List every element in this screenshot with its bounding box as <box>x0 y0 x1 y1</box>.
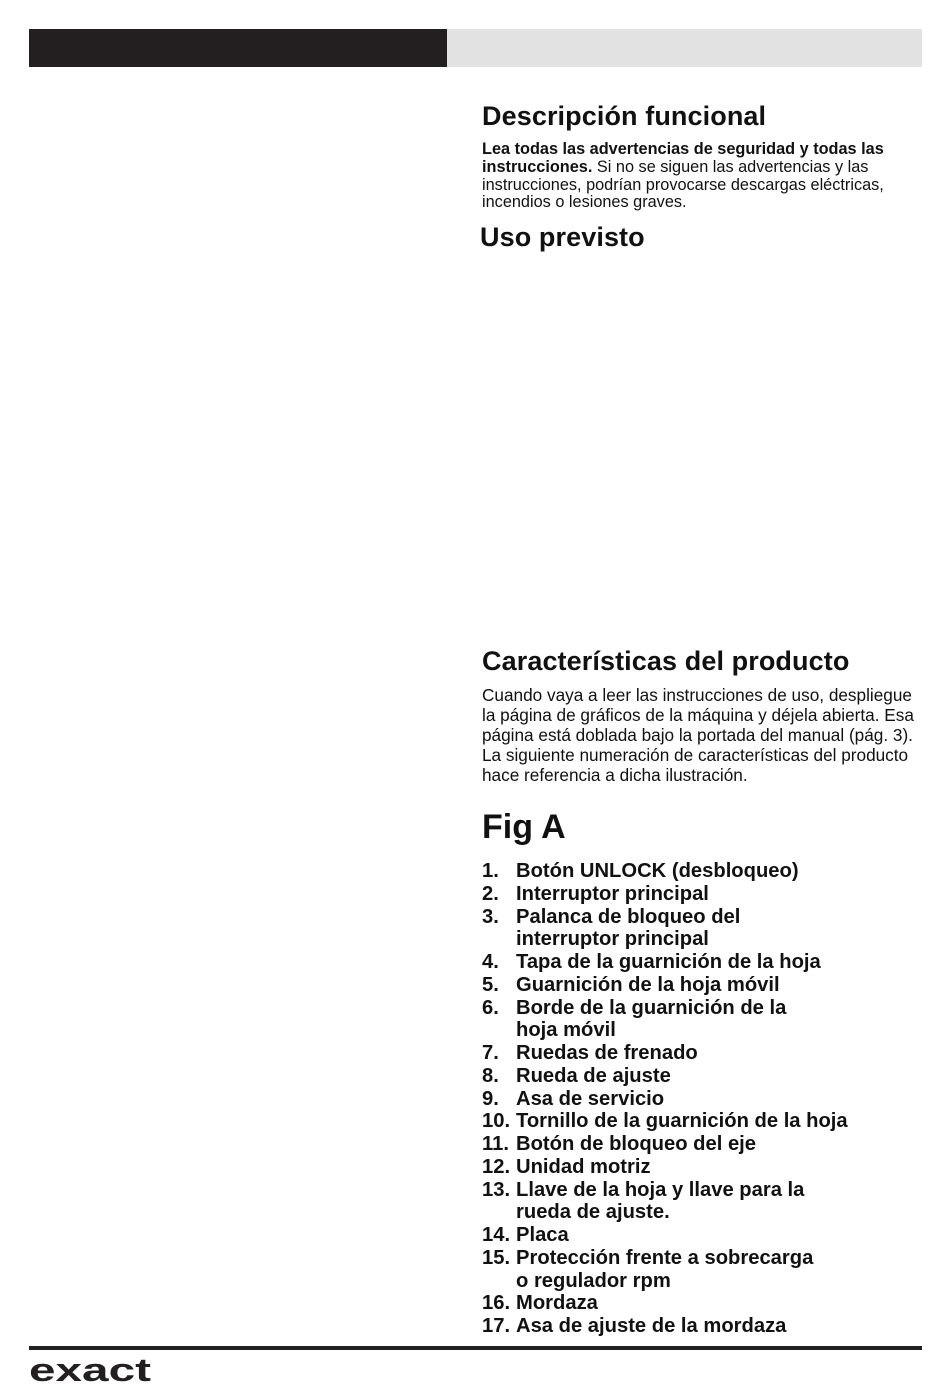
safety-warning-text: Si no se siguen las advertencias y las instrucciones, podrían provocarse descargas eléctricas, incendios o lesiones graves. <box>482 157 884 212</box>
feature-item <box>482 1110 922 1133</box>
feature-label: Ruedas de frenado <box>516 1042 698 1064</box>
feature-number: 2. <box>482 882 499 905</box>
feature-item <box>482 951 922 974</box>
functional-description-title: Descripción funcional <box>482 101 767 131</box>
feature-number: 10. <box>482 1110 511 1133</box>
feature-number: 12. <box>482 1155 511 1178</box>
feature-number: 14. <box>482 1224 511 1246</box>
feature-item <box>482 1042 922 1065</box>
feature-item <box>482 1315 922 1338</box>
feature-label: Rueda de ajuste <box>516 1064 671 1087</box>
feature-label: Asa de ajuste de la mordaza <box>516 1315 787 1337</box>
feature-number: 16. <box>482 1292 511 1315</box>
feature-number: 6. <box>482 996 499 1019</box>
feature-list <box>482 860 922 1338</box>
feature-item <box>482 860 922 883</box>
feature-number: 17. <box>482 1315 511 1337</box>
section-intended-use <box>480 222 920 252</box>
feature-item <box>482 906 922 952</box>
feature-number: 3. <box>482 905 499 928</box>
header-bar-dark <box>29 29 447 67</box>
product-features-title: Características del producto <box>482 646 850 676</box>
feature-label: Unidad motriz <box>516 1155 651 1178</box>
feature-number: 11. <box>482 1133 509 1155</box>
feature-item <box>482 1133 922 1156</box>
safety-warning-paragraph <box>482 141 922 212</box>
feature-number: 13. <box>482 1178 511 1201</box>
feature-label: Borde de la guarnición de la hoja móvil <box>516 996 787 1042</box>
feature-item <box>482 1292 922 1315</box>
exact-logo-text: exact <box>29 1356 152 1386</box>
feature-number: 7. <box>482 1042 499 1064</box>
feature-label: Botón UNLOCK (desbloqueo) <box>516 860 799 882</box>
feature-label: Botón de bloqueo del eje <box>516 1133 757 1155</box>
feature-item <box>482 1065 922 1088</box>
section-product-features <box>482 646 922 785</box>
feature-item <box>482 1224 922 1247</box>
feature-item <box>482 1156 922 1179</box>
header-bar-light <box>447 29 922 67</box>
section-figure-a <box>482 808 922 1338</box>
feature-item <box>482 1247 922 1293</box>
intended-use-title: Uso previsto <box>480 222 645 252</box>
feature-number: 5. <box>482 973 499 996</box>
feature-number: 8. <box>482 1064 499 1087</box>
feature-number: 4. <box>482 951 499 973</box>
product-features-text: Cuando vaya a leer las instrucciones de uso, despliegue la página de gráficos de la máquina y déjela abierta. Esa página está doblada bajo la portada del manual (pág. 3). La siguiente numeración de características del producto hace referencia a dicha ilustración. <box>482 685 914 785</box>
feature-label: Guarnición de la hoja móvil <box>516 973 780 996</box>
feature-label: Palanca de bloqueo del interruptor principal <box>516 905 741 951</box>
footer-rule <box>29 1346 922 1350</box>
feature-item <box>482 997 922 1043</box>
feature-label: Protección frente a sobrecarga o regulador rpm <box>516 1246 814 1292</box>
section-functional-description <box>482 101 922 212</box>
feature-label: Interruptor principal <box>516 882 709 905</box>
feature-number: 15. <box>482 1246 511 1269</box>
feature-number: 9. <box>482 1087 499 1110</box>
feature-label: Asa de servicio <box>516 1087 665 1110</box>
feature-number: 1. <box>482 860 499 882</box>
feature-item <box>482 1179 922 1225</box>
feature-item <box>482 974 922 997</box>
feature-label: Mordaza <box>516 1292 598 1315</box>
exact-logo <box>29 1356 159 1386</box>
figure-title: Fig A <box>482 808 566 846</box>
safety-warning-bold: Lea todas las advertencias de seguridad y todas las instrucciones. <box>482 140 884 176</box>
feature-item <box>482 883 922 906</box>
feature-label: Placa <box>516 1224 569 1246</box>
feature-label: Tapa de la guarnición de la hoja <box>516 951 821 973</box>
feature-item <box>482 1088 922 1111</box>
feature-label: Llave de la hoja y llave para la rueda de ajuste. <box>516 1178 805 1224</box>
feature-label: Tornillo de la guarnición de la hoja <box>516 1110 848 1133</box>
